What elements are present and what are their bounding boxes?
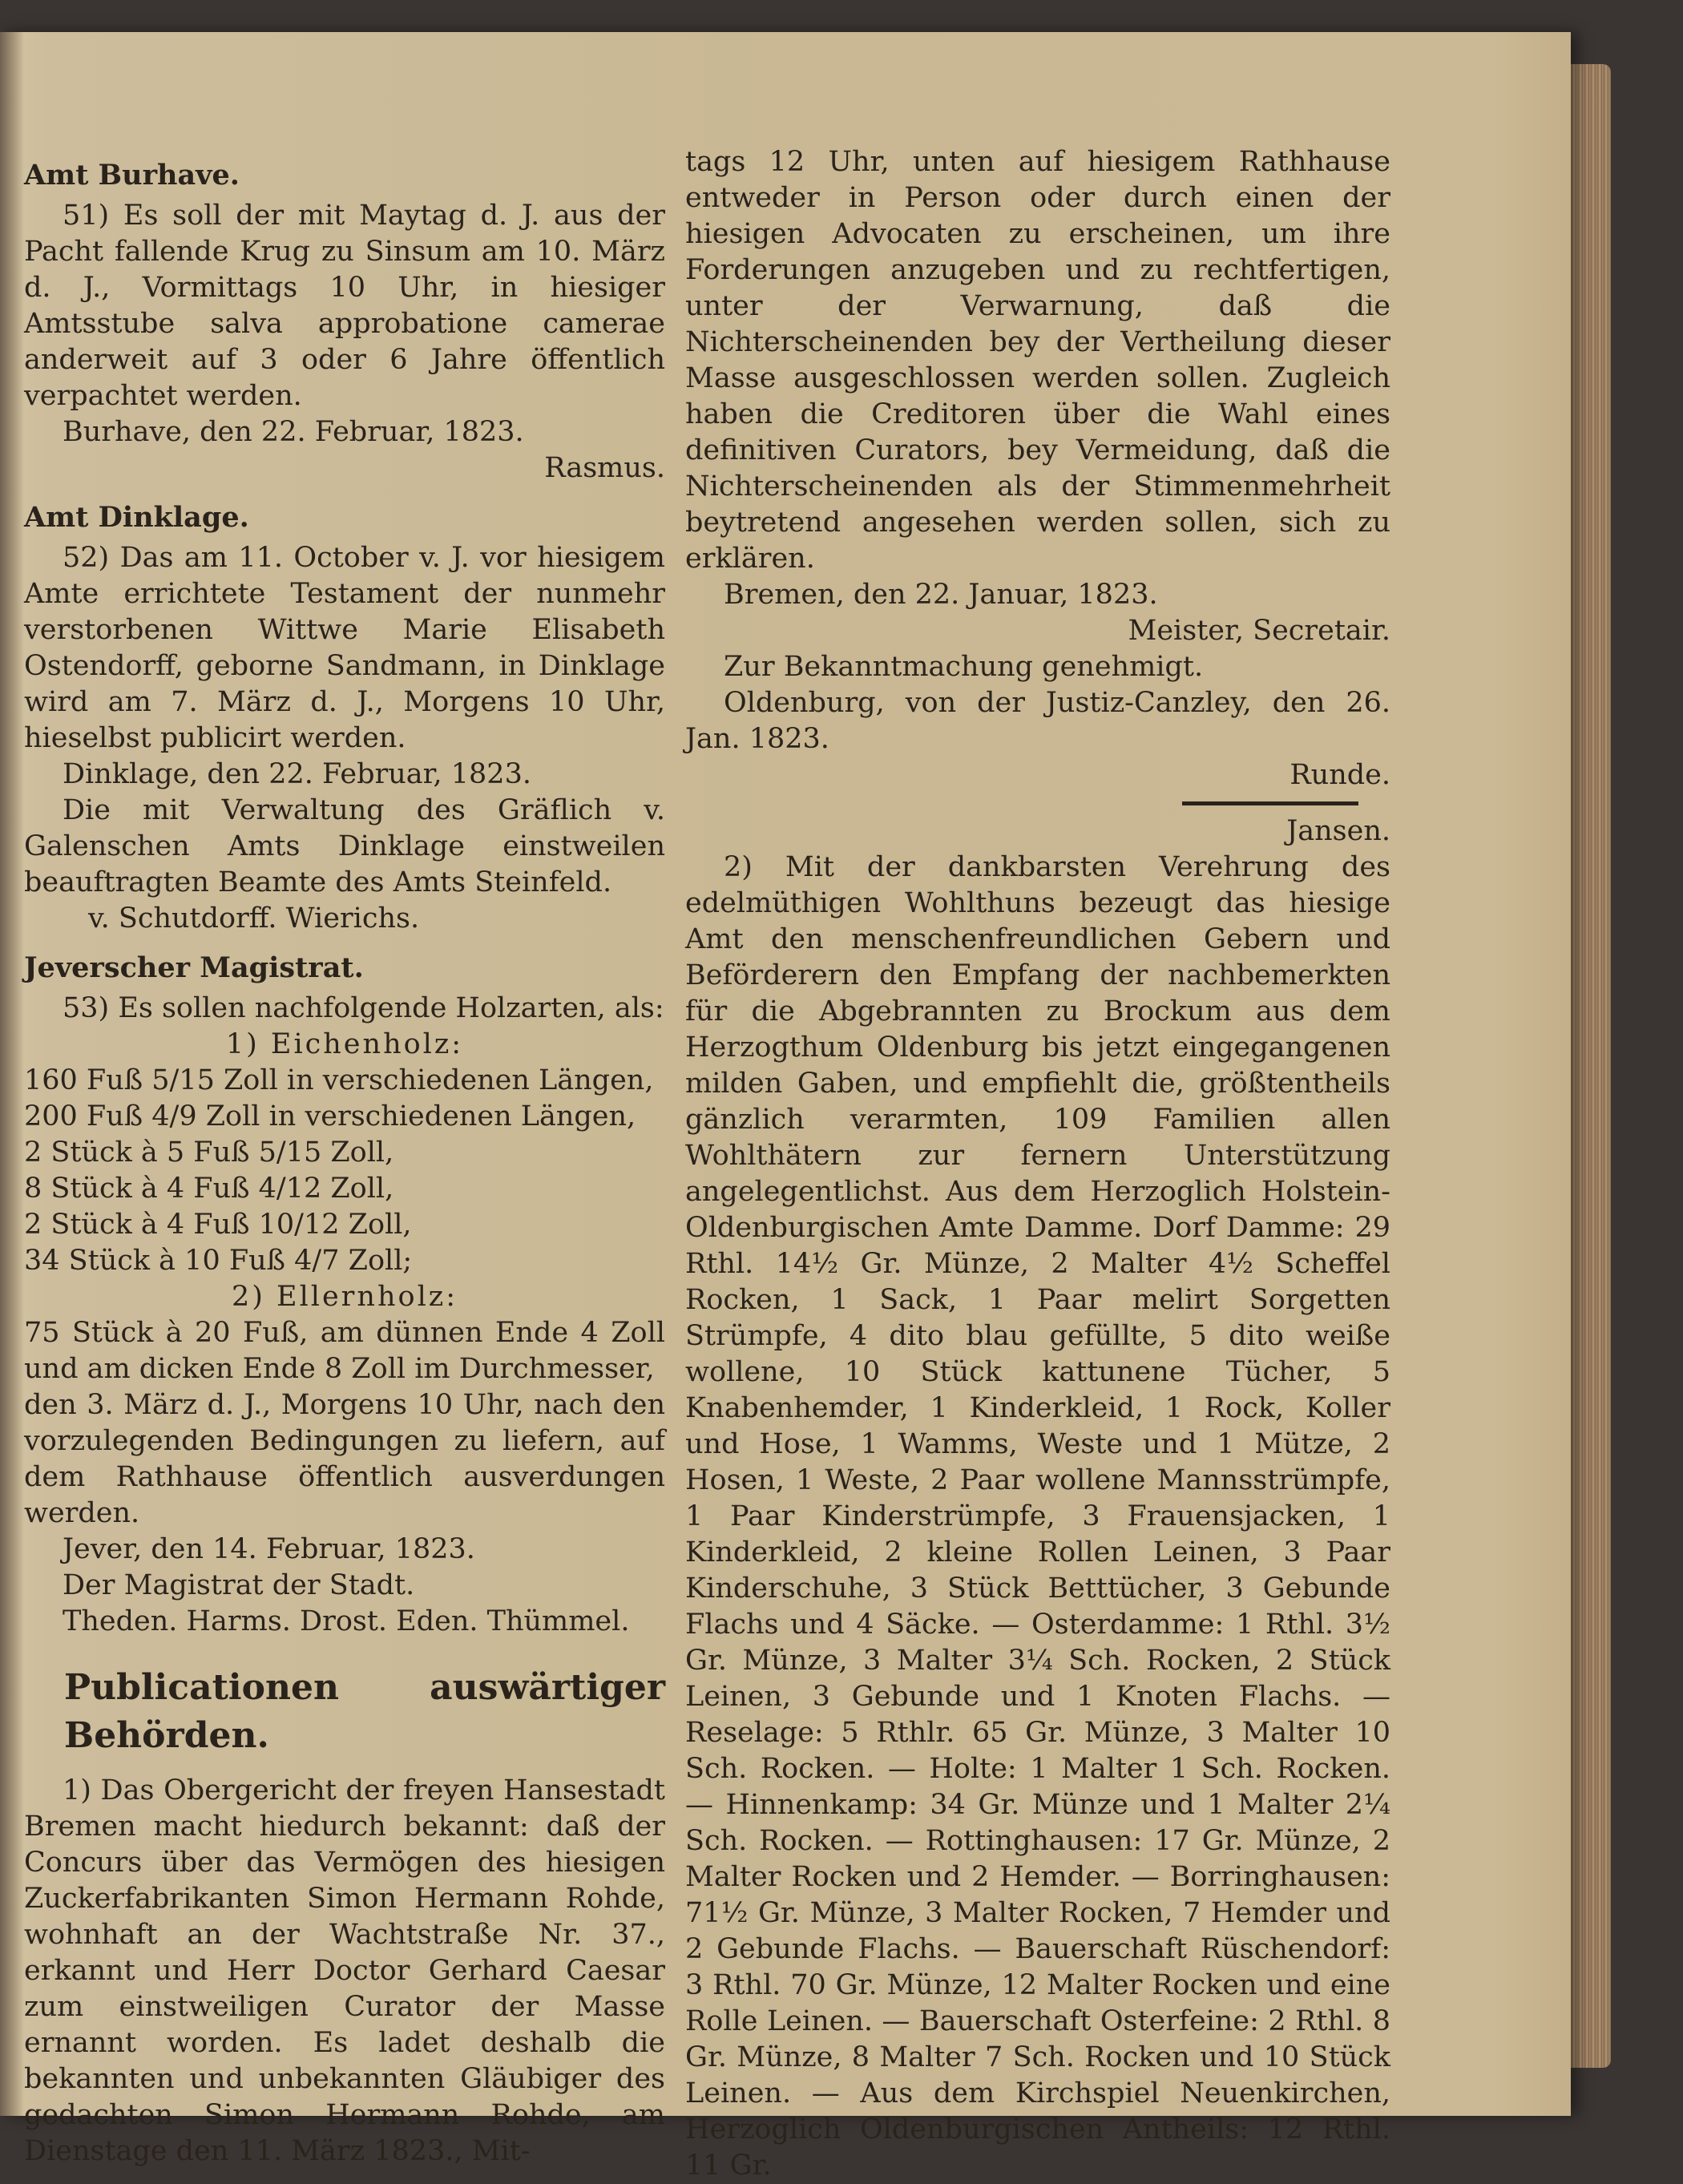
wood-item: 160 Fuß 5/15 Zoll in verschiedenen Längen, bbox=[24, 1064, 654, 1096]
publication-1-signature: Meister, Secretair. bbox=[1128, 615, 1390, 647]
approval-line: Zur Bekanntmachung genehmigt. bbox=[724, 651, 1204, 683]
left-column bbox=[24, 144, 665, 2170]
wood-item: 2 Stück à 4 Fuß 10/12 Zoll, bbox=[24, 1209, 412, 1241]
book-gutter bbox=[0, 32, 24, 2116]
notice-51: 51) Es soll der mit Maytag d. J. aus der Pacht fallende Krug zu Sinsum am 10. März d. J., Vormittags 10 Uhr, in hiesiger Amtsstube salva approbatione camerae anderweit auf 3 oder 6 Jahre öffentlich verpachtet werden. bbox=[24, 200, 665, 412]
wood-type-oak: 1) Eichenholz: bbox=[225, 1028, 464, 1060]
section-heading-burhave: Amt Burhave. bbox=[24, 159, 240, 192]
book-page bbox=[0, 32, 1571, 2182]
wood-type-alder: 2) Ellernholz: bbox=[231, 1281, 458, 1313]
notice-52-date: Dinklage, den 22. Februar, 1823. bbox=[63, 758, 531, 790]
notice-51-signature: Rasmus. bbox=[544, 452, 665, 484]
wood-item-alder: 75 Stück à 20 Fuß, am dünnen Ende 4 Zoll und am dicken Ende 8 Zoll im Durchmesser, bbox=[24, 1317, 665, 1385]
wood-item: 200 Fuß 4/9 Zoll in verschiedenen Längen, bbox=[24, 1100, 636, 1132]
wood-item: 8 Stück à 4 Fuß 4/12 Zoll, bbox=[24, 1173, 394, 1205]
notice-53-intro: 53) Es sollen nachfolgende Holzarten, als: bbox=[63, 992, 664, 1024]
notice-52-signatures: v. Schutdorff. Wierichs. bbox=[88, 902, 420, 935]
notice-53-signatures: Theden. Harms. Drost. Eden. Thümmel. bbox=[63, 1605, 630, 1637]
notice-53-authority: Der Magistrat der Stadt. bbox=[63, 1569, 415, 1601]
notice-53-date: Jever, den 14. Februar, 1823. bbox=[63, 1533, 475, 1565]
publication-1-body: 1) Das Obergericht der freyen Hansestadt Bremen macht hiedurch bekannt: daß der Concurs über das Vermögen des hiesigen Zuckerfabrikanten Simon Hermann Rohde, wohnhaft an der Wachtstraße Nr. 37., erkannt und Herr Doctor Gerhard Caesar zum einstweiligen Curator der Masse ernannt worden. Es ladet deshalb die bekannten und unbekannten Gläubiger des gedachten Simon Hermann Rohde, am Dienstage den 11. März 1823., Mit- bbox=[24, 1774, 665, 2167]
publication-1-continued: tags 12 Uhr, unten auf hiesigem Rathhause entweder in Person oder durch einen der hiesigen Advocaten zu erscheinen, um ihre Forderungen anzugeben und zu rechtfertigen, unter der Verwarnung, daß die Nichterscheinenden bey der Vertheilung dieser Masse ausgeschlossen werden sollen. Zugleich haben die Creditoren über die Wahl eines definitiven Curators, bey Vermeidung, daß die Nichterscheinenden als der Stimmenmehrheit beytretend angesehen werden sollen, sich zu erklären. bbox=[685, 146, 1390, 575]
notice-52-authority: Die mit Verwaltung des Gräflich v. Galenschen Amts Dinklage einstweilen beauftragten Beamte des Amts Steinfeld. bbox=[24, 794, 665, 898]
approval-signature: Runde. bbox=[1289, 759, 1390, 791]
wood-item: 2 Stück à 5 Fuß 5/15 Zoll, bbox=[24, 1136, 394, 1169]
publications-heading: Publicationen auswärtiger Behörden. bbox=[64, 1667, 665, 1756]
section-heading-jever: Jeverscher Magistrat. bbox=[24, 951, 364, 984]
approval-place: Oldenburg, von der Justiz-Canzley, den 26. Jan. 1823. bbox=[685, 687, 1390, 755]
wood-item: 34 Stück à 10 Fuß 4/7 Zoll; bbox=[24, 1245, 413, 1277]
notice-53-body: den 3. März d. J., Morgens 10 Uhr, nach den vorzulegenden Bedingungen zu liefern, auf dem Rathhause öffentlich ausverdungen werden. bbox=[24, 1389, 665, 1529]
separator-rule bbox=[1182, 801, 1358, 805]
right-column bbox=[685, 144, 1390, 2184]
notice-51-date: Burhave, den 22. Februar, 1823. bbox=[63, 416, 524, 448]
publication-1-date: Bremen, den 22. Januar, 1823. bbox=[724, 579, 1158, 611]
section-heading-dinklage: Amt Dinklage. bbox=[24, 501, 249, 534]
publication-2-body: 2) Mit der dankbarsten Verehrung des edelmüthigen Wohlthuns bezeugt das hiesige Amt den menschenfreundlichen Gebern und Beförderern den Empfang der nachbemerkten für die Abgebrannten zu Brockum aus dem Herzogthum Oldenburg bis jetzt eingegangenen milden Gaben, und empfiehlt die, größtentheils gänzlich verarmten, 109 Familien allen Wohlthätern zur fernern Unterstützung angelegentlichst. Aus dem Herzoglich Holstein-Oldenburgischen Amte Damme. Dorf Damme: 29 Rthl. 14½ Gr. Münze, 2 Malter 4½ Scheffel Rocken, 1 Sack, 1 Paar melirt Sorgetten Strümpfe, 4 dito blau gefüllte, 5 dito weiße wollene, 10 Stück kattunene Tücher, 5 Knabenhemder, 1 Kinderkleid, 1 Rock, Koller und Hose, 1 Wamms, Weste und 1 Mütze, 2 Hosen, 1 Weste, 2 Paar wollene Mannsstrümpfe, 1 Paar Kinderstrümpfe, 3 Frauensjacken, 1 Kinderkleid, 2 kleine Rollen Leinen, 3 Paar Kinderschuhe, 3 Stück Betttücher, 3 Gebunde Flachs und 4 Säcke. — Osterdamme: 1 Rthl. 3½ Gr. Münze, 3 Malter 3¼ Sch. Rocken, 2 Stück Leinen, 3 Gebunde und 1 Knoten Flachs. — Reselage: 5 Rthlr. 65 Gr. Münze, 3 Malter 10 Sch. Rocken. — Holte: 1 Malter 1 Sch. Rocken. — Hinnenkamp: 34 Gr. Münze und 1 Malter 2¼ Sch. Rocken. — Rottinghausen: 17 Gr. Münze, 2 Malter Rocken und 2 Hemder. — Borringhausen: 71½ Gr. Münze, 3 Malter Rocken, 7 Hemder und 2 Gebunde Flachs. — Bauerschaft Rüschendorf: 3 Rthl. 70 Gr. Münze, 12 Malter Rocken und eine Rolle Leinen. — Bauerschaft Osterfeine: 2 Rthl. 8 Gr. Münze, 8 Malter 7 Sch. Rocken und 10 Stück Leinen. — Aus dem Kirchspiel Neuenkirchen, Herzoglich Oldenburgischen Antheils: 12 Rthl. 11 Gr. bbox=[685, 851, 1390, 2182]
notice-52: 52) Das am 11. October v. J. vor hiesigem Amte errichtete Testament der nunmehr verstorbenen Wittwe Marie Elisabeth Ostendorff, geborne Sandmann, in Dinklage wird am 7. März d. J., Morgens 10 Uhr, hieselbst publicirt werden. bbox=[24, 542, 665, 754]
approval-signature-2: Jansen. bbox=[1286, 815, 1390, 847]
